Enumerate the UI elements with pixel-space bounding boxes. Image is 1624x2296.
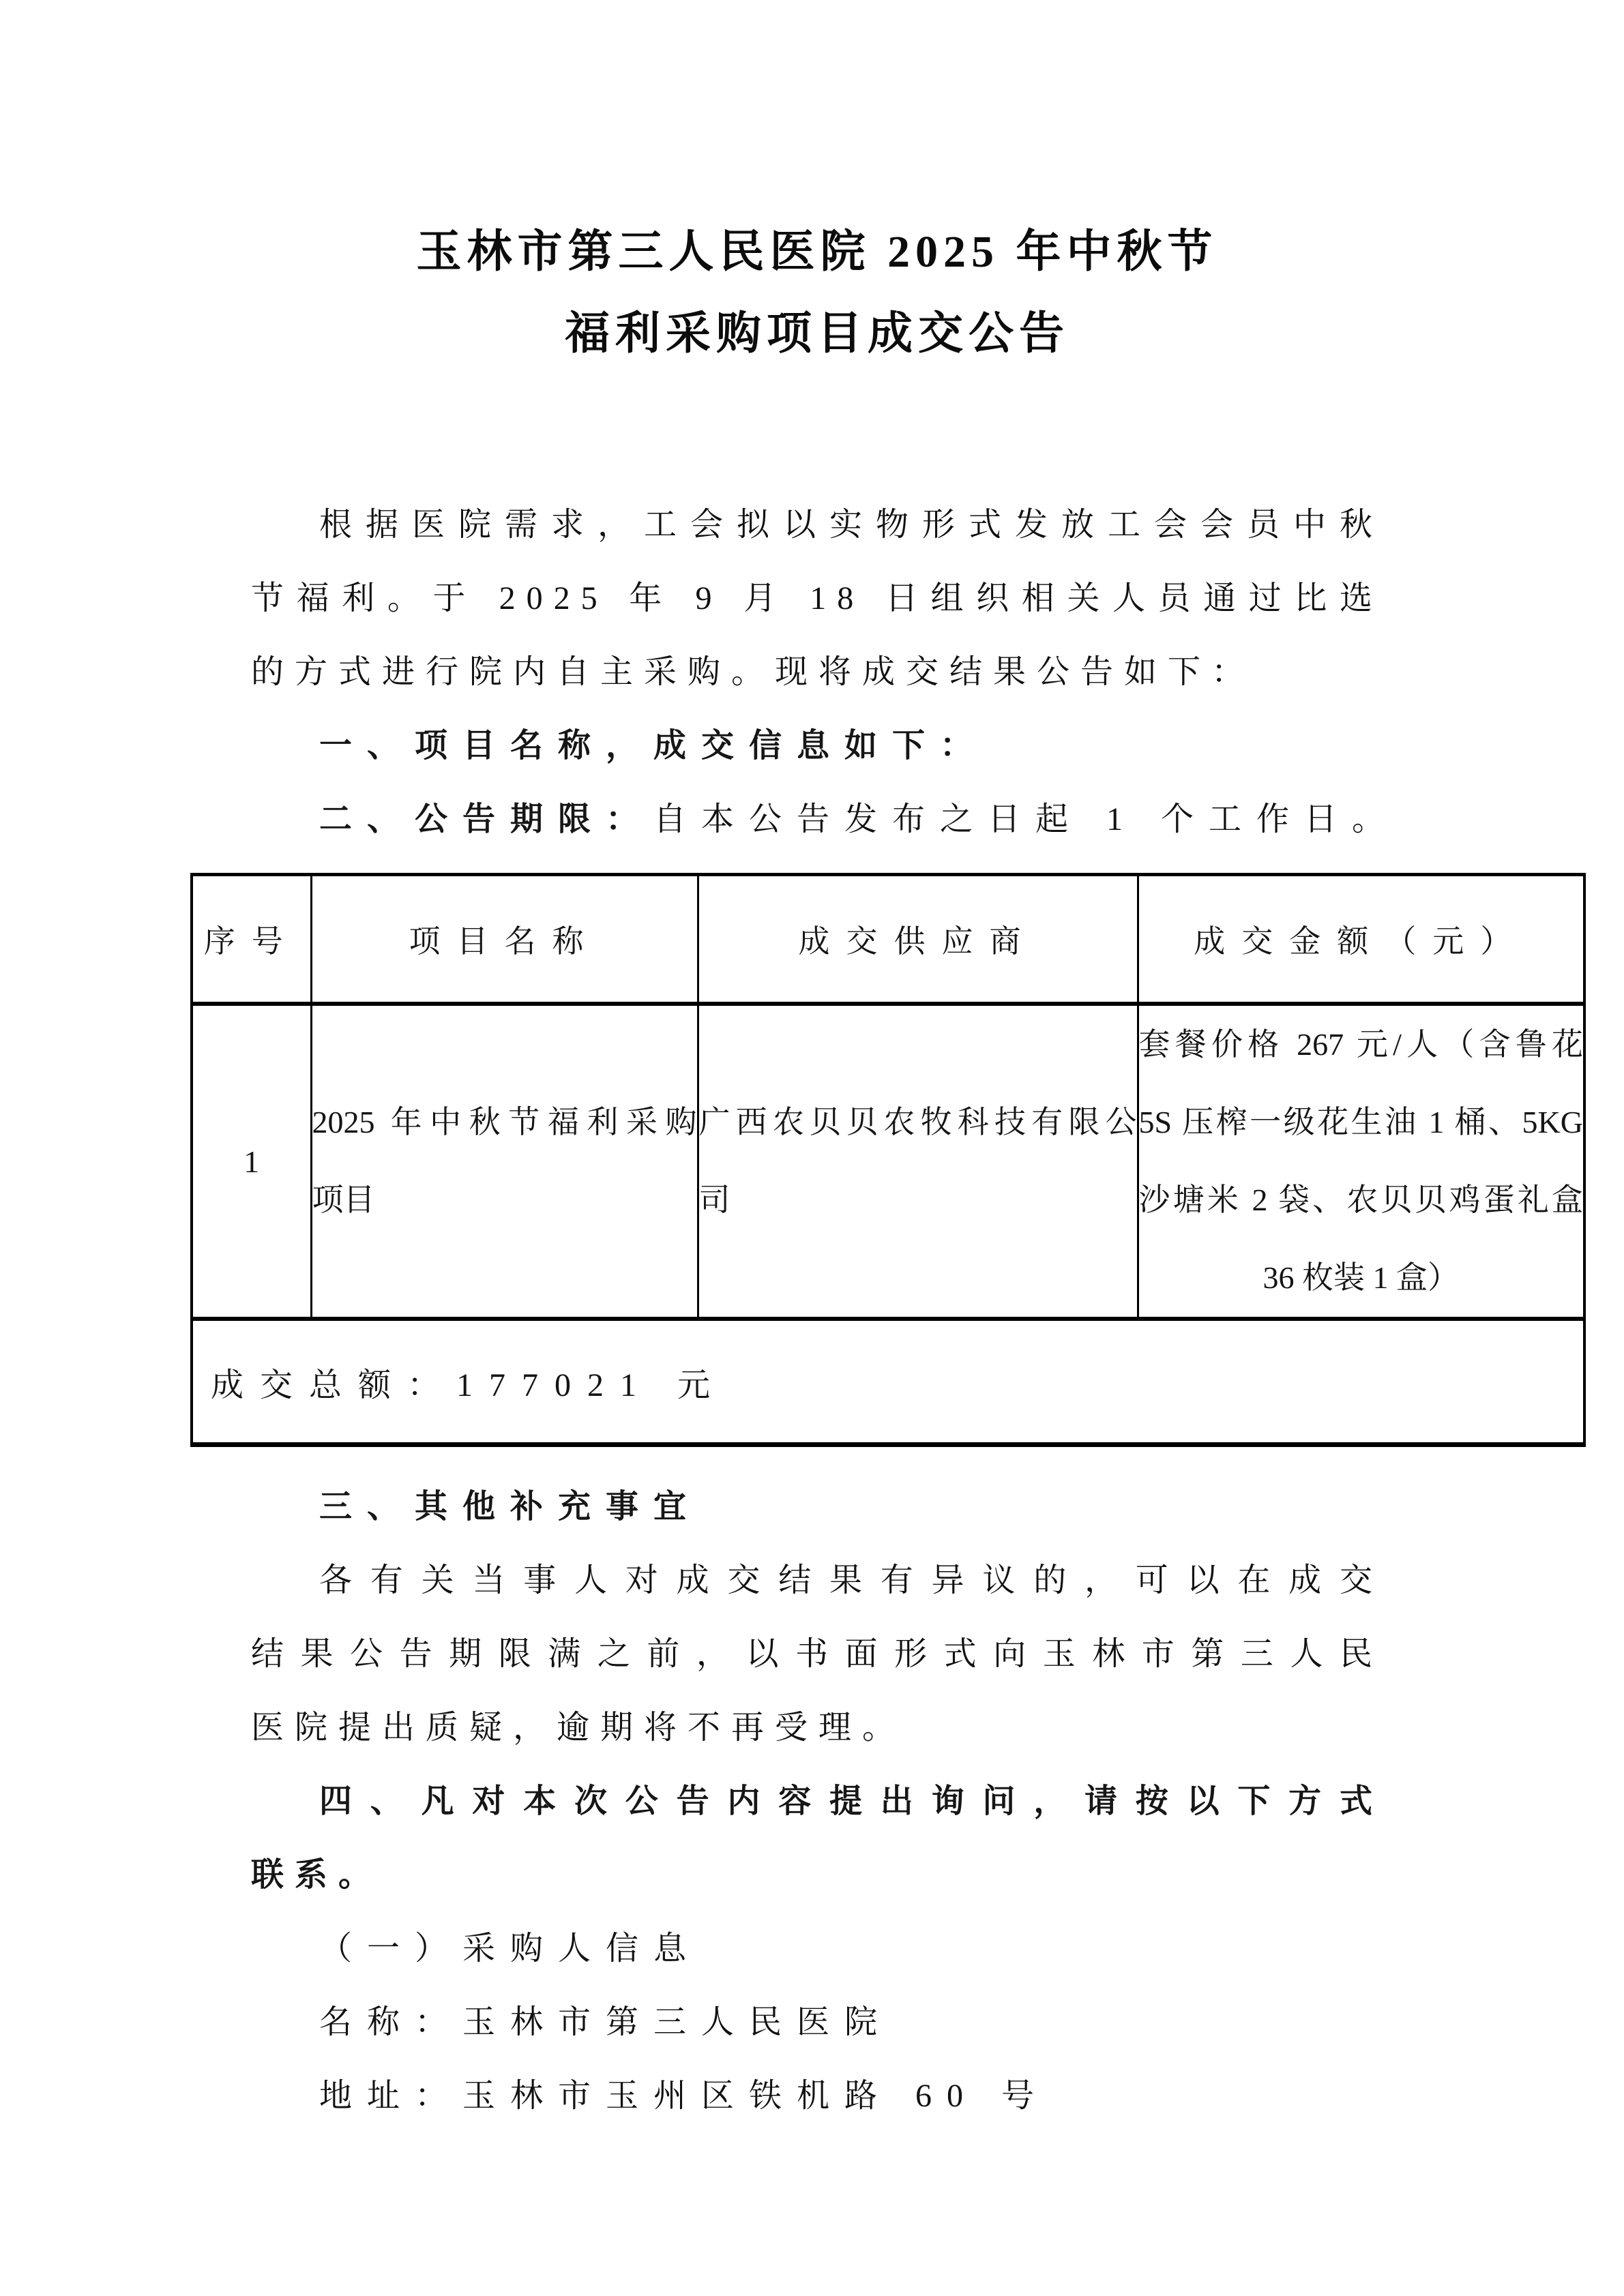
cell-serial: 1 bbox=[192, 1004, 311, 1319]
section-2-label: 二、公告期限： bbox=[319, 801, 654, 837]
document-title-line-2: 福利采购项目成交公告 bbox=[565, 309, 1069, 359]
cell-project: 2025 年中秋节福利采购 项目 bbox=[311, 1004, 698, 1319]
intro-paragraph: 根据医院需求，工会拟以实物形式发放工会会员中秋 节福利。于 2025 年 9 月 18 日组织相关人员通过比选 的方式进行院内自主采购。现将成交结果公告如下： bbox=[251, 507, 1383, 690]
results-table bbox=[190, 873, 1586, 1447]
section-2-line bbox=[251, 783, 1400, 856]
column-header-project: 项目名称 bbox=[311, 875, 698, 1004]
purchaser-info-heading: （一）采购人信息 bbox=[319, 1930, 702, 1967]
document-content bbox=[203, 0, 1583, 2133]
section-4-heading: 四、凡对本次公告内容提出询问，请按以下方式 联系。 bbox=[251, 1783, 1383, 1893]
table-total-row bbox=[192, 1319, 1584, 1445]
cell-total-amount: 成交总额：177021 元 bbox=[192, 1319, 1584, 1445]
purchaser-name: 名称：玉林市第三人民医院 bbox=[319, 2004, 893, 2040]
column-header-supplier: 成交供应商 bbox=[698, 875, 1138, 1004]
cell-supplier: 广西农贝贝农牧科技有限公 司 bbox=[698, 1004, 1138, 1319]
section-3-heading: 三、其他补充事宜 bbox=[319, 1489, 702, 1525]
column-header-amount: 成交金额（元） bbox=[1138, 875, 1584, 1004]
document-title bbox=[251, 211, 1383, 375]
table-row bbox=[192, 1004, 1584, 1319]
document-title-line-1: 玉林市第三人民医院 2025 年中秋节 bbox=[416, 227, 1218, 277]
purchaser-address: 地址：玉林市玉州区铁机路 60 号 bbox=[319, 2078, 1050, 2114]
section-1-heading: 一、项目名称，成交信息如下： bbox=[319, 728, 988, 764]
table-header-row bbox=[192, 875, 1584, 1004]
section-3-paragraph: 各有关当事人对成交结果有异议的，可以在成交 结果公告期限满之前，以书面形式向玉林市第三人民 医院提出质疑，逾期将不再受理。 bbox=[251, 1562, 1383, 1746]
cell-amount: 套餐价格 267 元/人（含鲁花 5S 压榨一级花生油 1 桶、5KG 沙塘米 2 袋、农贝贝鸡蛋礼盒 36 枚装 1 盒） bbox=[1138, 1004, 1584, 1319]
section-2-text: 自本公告发布之日起 1 个工作日。 bbox=[653, 801, 1400, 837]
column-header-serial: 序号 bbox=[192, 875, 311, 1004]
